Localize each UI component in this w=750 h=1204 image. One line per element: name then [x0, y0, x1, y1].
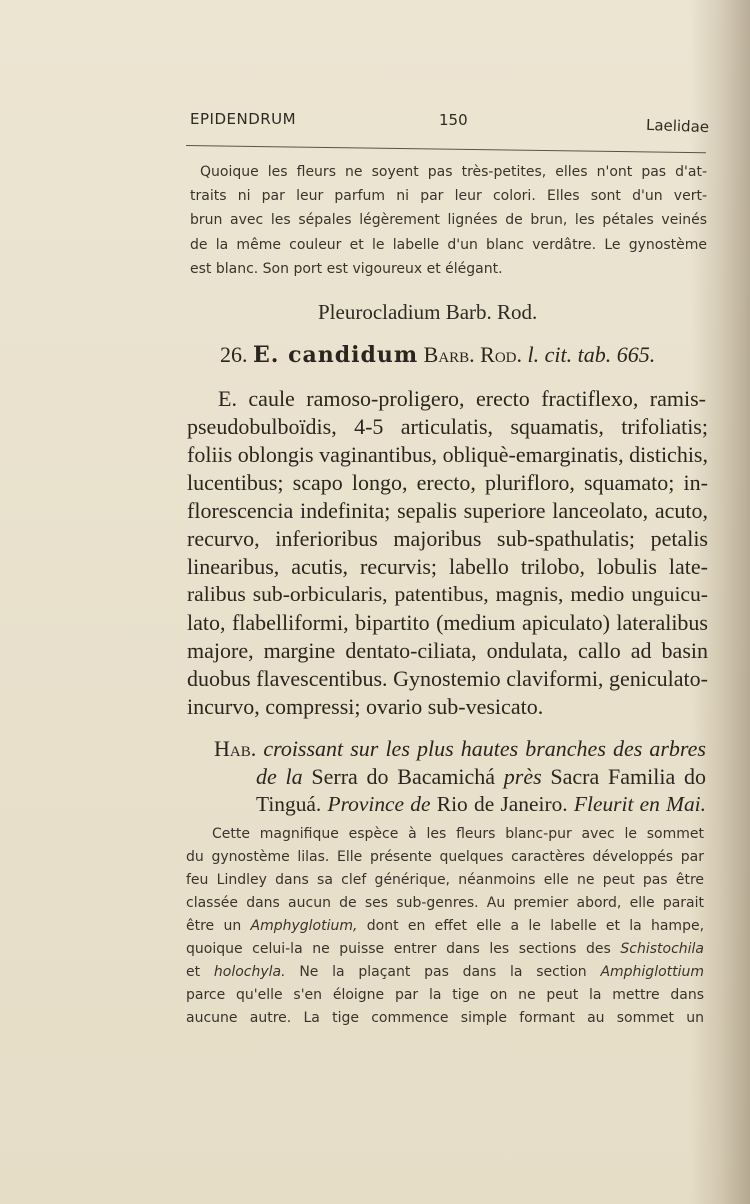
commentary-line: feu Lindley dans sa clef générique, néanmoins elle ne peut pas être: [186, 872, 704, 888]
habitat-text: Fleurit en Mai.: [573, 792, 706, 816]
commentary-text: holochyla.: [213, 964, 286, 980]
habitat-line: [256, 792, 706, 820]
commentary-text: quoique celui-la ne puisse entrer dans les sections des: [186, 941, 611, 957]
species-reference: l. cit. tab. 665.: [527, 342, 656, 367]
intro-line: brun avec les sépales légèrement lignées de brun, les pétales veinés: [190, 212, 707, 228]
species-number: 26.: [220, 342, 248, 367]
intro-line: traits ni par leur parfum ni par leur colori. Elles sont d'un vert-: [190, 188, 707, 204]
habitat-text: croissant: [263, 736, 344, 761]
habitat-text: Province de: [327, 792, 431, 816]
latin-line: incurvo, compressi; ovario sub-vesicato.: [187, 694, 544, 719]
habitat-text: la: [285, 764, 303, 789]
habitat-text: de: [256, 764, 277, 789]
latin-line: linearibus, acutis, recurvis; labello trilobo, lobulis late-: [187, 554, 708, 579]
running-head-genus: EPIDENDRUM: [190, 110, 297, 128]
intro-line: est blanc. Son port est vigoureux et élégant.: [190, 261, 503, 277]
commentary-line: [186, 964, 704, 982]
commentary-line: Cette magnifique espèce à les fleurs blanc-pur avec le sommet: [212, 826, 704, 842]
species-author: Barb. Rod.: [423, 342, 522, 367]
commentary-line: aucune autre. La tige commence simple formant au sommet un: [186, 1010, 704, 1026]
latin-line: pseudobulboïdis, 4-5 articulatis, squamatis, trifoliatis;: [187, 414, 708, 439]
habitat-text: Rio de Janeiro.: [436, 792, 568, 816]
commentary-line: [186, 941, 704, 959]
intro-line: de la même couleur et le labelle d'un blanc verdâtre. Le gynostème: [190, 237, 707, 253]
section-heading: Pleurocladium Barb. Rod.: [318, 300, 538, 324]
latin-line: foliis oblongis vaginantibus, obliquè-emarginatis, distichis,: [187, 442, 708, 467]
commentary-line: parce qu'elle s'en éloigne par la tige on ne peut la mettre dans: [186, 987, 704, 1003]
latin-line: ralibus sub-orbicularis, patentibus, magnis, medio unguicu-: [187, 582, 708, 606]
species-name: E. candidum: [253, 342, 419, 368]
commentary-text: Ne la plaçant pas dans la section: [299, 964, 587, 980]
habitat-lead: Hab.: [214, 736, 257, 761]
habitat-line: [214, 736, 706, 765]
habitat-text: Serra do Bacamichá: [311, 764, 496, 789]
latin-line: lucentibus; scapo longo, erecto, plurifloro, squamato; in-: [187, 470, 708, 495]
header-rule: [186, 142, 706, 153]
latin-line: recurvo, inferioribus majoribus sub-spathulatis; petalis: [187, 526, 708, 551]
species-heading: [220, 342, 655, 368]
commentary-line: classée dans aucun de ses sub-genres. Au premier abord, elle parait: [186, 895, 704, 911]
habitat-text: près: [503, 764, 542, 789]
commentary-line: du gynostème lilas. Elle présente quelques caractères développés par: [186, 849, 704, 865]
commentary-text: Amphyglotium,: [250, 918, 358, 934]
habitat-text: Sacra Familia do: [550, 764, 706, 789]
commentary-text: Amphiglottium: [600, 964, 704, 980]
habitat-line: [256, 764, 706, 793]
running-head-family: Laelidae: [645, 115, 710, 137]
latin-line: E. caule ramoso-proligero, erecto fractiflexo, ramis-: [218, 386, 706, 411]
latin-line: duobus flavescentibus. Gynostemio claviformi, geniculato-: [187, 666, 708, 691]
commentary-line: [186, 918, 704, 936]
latin-line: lato, flabelliformi, bipartito (medium apiculato) lateralibus: [187, 610, 708, 635]
commentary-text: être un: [186, 918, 242, 934]
latin-line: florescencia indefinita; sepalis superiore lanceolato, acuto,: [187, 498, 708, 523]
page-number: 150: [439, 111, 468, 129]
habitat-text: sur les plus hautes branches des arbres: [350, 736, 706, 761]
intro-line: Quoique les fleurs ne soyent pas très-petites, elles n'ont pas d'at-: [200, 164, 707, 180]
commentary-text: Schistochila: [620, 941, 704, 957]
habitat-text: Tinguá.: [256, 792, 322, 816]
commentary-text: dont en effet elle a le labelle et la hampe,: [366, 918, 704, 934]
latin-line: majore, margine dentato-ciliata, ondulata, callo ad basin: [187, 638, 708, 663]
commentary-text: et: [186, 964, 201, 980]
